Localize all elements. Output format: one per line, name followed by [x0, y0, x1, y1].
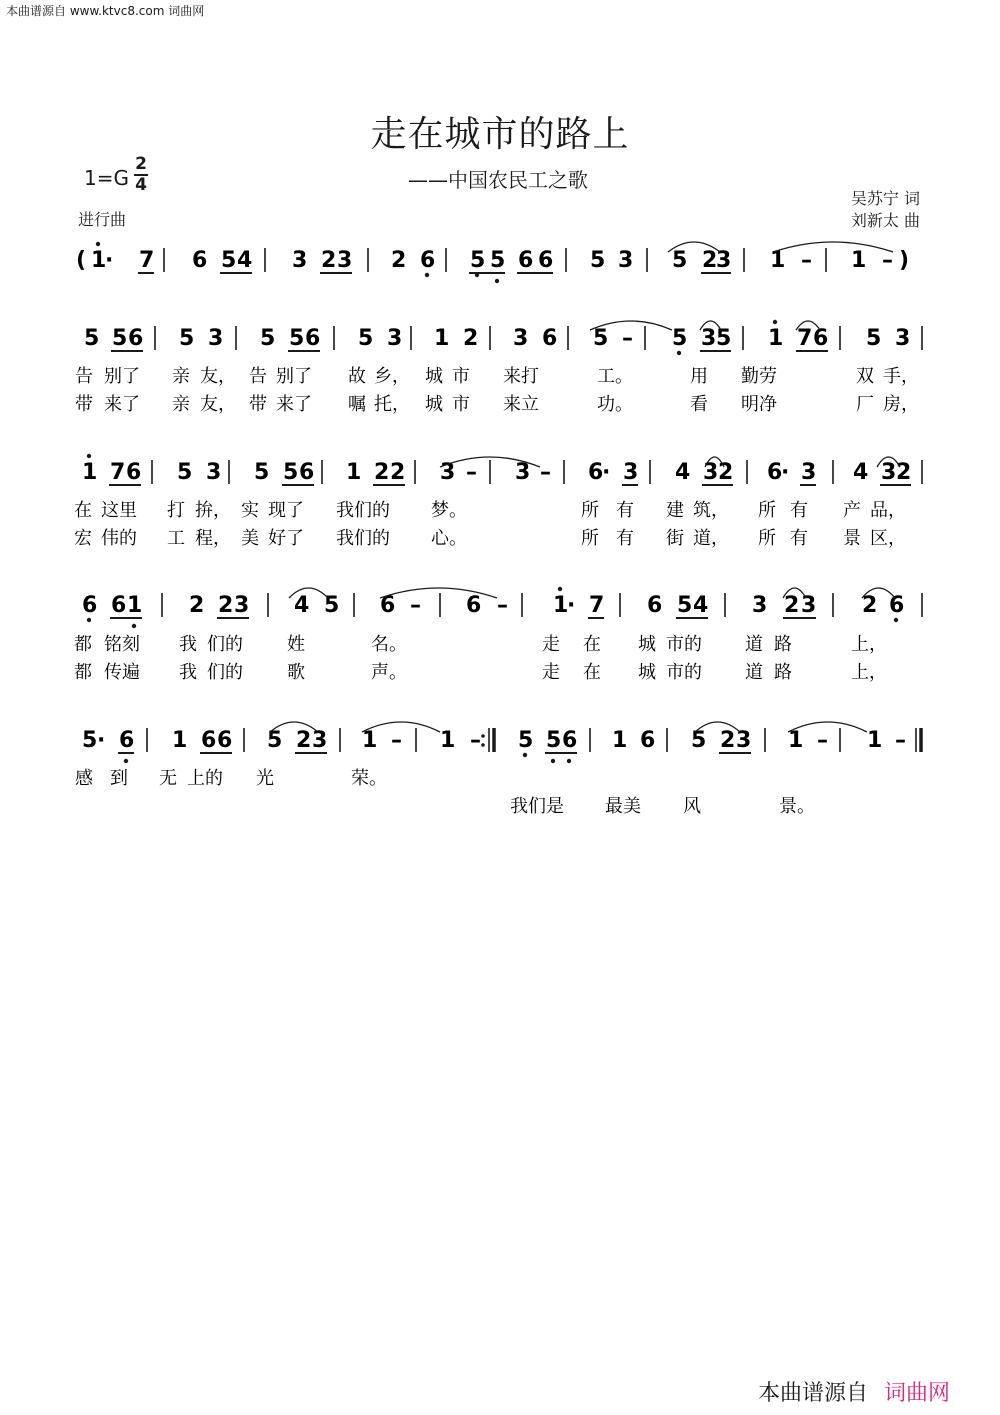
note: 5 [112, 326, 128, 351]
octave-dot-high [773, 320, 777, 324]
repeat-dot [481, 734, 485, 738]
note: 5 [177, 460, 193, 485]
note: 5 [866, 326, 882, 351]
note: 6 [647, 593, 663, 618]
note: 1 [91, 248, 107, 273]
lyric-syllable: 实 [241, 500, 259, 521]
note: 1 [553, 593, 569, 618]
lyric-syllable: 产 [843, 500, 861, 521]
note: 3 [208, 326, 224, 351]
note: 5 [267, 728, 283, 753]
lyric-syllable: 故 [348, 366, 366, 387]
note: 2 [702, 248, 718, 273]
lyric-syllable: 走 [542, 662, 560, 683]
octave-dot-low [677, 351, 681, 355]
lyric-syllable: 带 [249, 394, 267, 415]
lyric-syllable: 无 [159, 768, 177, 789]
note: 3 [440, 460, 456, 485]
lyric-syllable: 程， [195, 528, 231, 549]
lyric-syllable: 友， [200, 394, 236, 415]
lyric-syllable: 现了 [268, 500, 304, 521]
lyric-syllable: 来打 [503, 366, 539, 387]
note: 1 [172, 728, 188, 753]
note: 4 [294, 593, 310, 618]
key-signature: 1=G [84, 166, 129, 190]
lyric-syllable: 路 [774, 662, 792, 683]
watermark-top: 本曲谱源自 www.ktvc8.com 词曲网 [6, 4, 205, 18]
lyric-syllable: 有 [616, 500, 634, 521]
lyric-syllable: 道 [745, 634, 763, 655]
lyric-syllable: 市的 [666, 662, 702, 683]
lyric-syllable: 所 [581, 528, 599, 549]
lyric-syllable: 功。 [597, 394, 633, 415]
note: 5 [677, 593, 693, 618]
note: 3 [895, 326, 911, 351]
lyric-syllable: 乡， [374, 366, 410, 387]
note: – [622, 326, 633, 351]
note: 3 [881, 460, 897, 485]
lyric-syllable: 来立 [503, 394, 539, 415]
note: 5 [691, 728, 707, 753]
octave-dot-low [124, 759, 128, 763]
note: 6 [128, 326, 144, 351]
note: 3 [234, 593, 250, 618]
note: 7 [797, 326, 813, 351]
lyric-syllable: 上， [851, 634, 887, 655]
lyric-syllable: 嘱 [348, 394, 366, 415]
note: 5 [593, 326, 609, 351]
lyric-syllable: 们的 [207, 634, 243, 655]
lyric-syllable: 友， [200, 366, 236, 387]
note: 3 [701, 326, 717, 351]
note: 5 [254, 460, 270, 485]
note: · [781, 460, 790, 485]
lyric-syllable: 告 [249, 366, 267, 387]
lyric-syllable: 上， [851, 662, 887, 683]
note: 3 [736, 728, 752, 753]
note: – [882, 248, 893, 273]
lyric-syllable: 别了 [276, 366, 312, 387]
note: 2 [718, 460, 734, 485]
note: 2 [463, 326, 479, 351]
note: – [470, 728, 481, 753]
lyric-syllable: 拚， [195, 500, 231, 521]
lyric-syllable: 我 [179, 634, 197, 655]
note: 6 [420, 248, 436, 273]
lyric-syllable: 工 [167, 528, 185, 549]
note: 2 [296, 728, 312, 753]
note: 1 [851, 248, 867, 273]
note: – [497, 593, 508, 618]
note: 1 [770, 248, 786, 273]
note: 6 [111, 593, 127, 618]
lyric-syllable: 所 [758, 500, 776, 521]
note: 2 [862, 593, 878, 618]
note: 3 [618, 248, 634, 273]
lyric-syllable: 城 [425, 394, 443, 415]
lyric-syllable: 厂 [856, 394, 874, 415]
octave-dot-low [523, 753, 527, 757]
note: 3 [801, 460, 817, 485]
note: 2 [896, 460, 912, 485]
note: 5 [672, 248, 688, 273]
lyric-syllable: 来了 [276, 394, 312, 415]
note: 1 [867, 728, 883, 753]
note: – [817, 728, 828, 753]
note: – [895, 728, 906, 753]
lyric-syllable: 房， [883, 394, 919, 415]
note: 6 [82, 593, 98, 618]
note: 2 [321, 248, 337, 273]
note: 7 [589, 593, 605, 618]
lyric-syllable: 名。 [371, 634, 407, 655]
note: 7 [139, 248, 155, 273]
lyric-syllable: 筑， [693, 500, 729, 521]
slur [773, 242, 893, 252]
lyric-syllable: 城 [638, 634, 656, 655]
lyric-syllable: 荣。 [351, 768, 387, 789]
note: 5 [518, 728, 534, 753]
note: 1 [127, 593, 143, 618]
octave-dot-low [551, 759, 555, 763]
note: 1 [788, 728, 804, 753]
note: 1 [82, 460, 98, 485]
note: 6 [466, 593, 482, 618]
lyric-syllable: 工。 [597, 366, 633, 387]
lyric-syllable: 勤劳 [741, 366, 777, 387]
note: 3 [716, 248, 732, 273]
lyric-syllable: 亲 [172, 394, 190, 415]
note: 3 [513, 326, 529, 351]
note: 5 [590, 248, 606, 273]
lyric-syllable: 歌 [287, 662, 305, 683]
lyric-syllable: 感 [75, 768, 93, 789]
lyric-syllable: 所 [758, 528, 776, 549]
lyric-syllable: 光 [256, 768, 274, 789]
note: 5 [546, 728, 562, 753]
note: – [410, 593, 421, 618]
lyric-syllable: 传遍 [104, 662, 140, 683]
note: 3 [801, 593, 817, 618]
note: – [466, 460, 477, 485]
lyric-syllable: 最美 [605, 796, 641, 817]
watermark-bottom-a: 本曲谱源自 [758, 1381, 869, 1406]
lyric-syllable: 我 [179, 662, 197, 683]
lyric-syllable: 带 [75, 394, 93, 415]
lyric-syllable: 市的 [666, 634, 702, 655]
tempo-marking: 进行曲 [78, 210, 127, 229]
note: – [540, 460, 551, 485]
lyric-syllable: 区， [870, 528, 906, 549]
note: · [602, 460, 611, 485]
note: 3 [515, 460, 531, 485]
note: 5 [179, 326, 195, 351]
note: 1 [434, 326, 450, 351]
note: 2 [784, 593, 800, 618]
note: 6 [640, 728, 656, 753]
note: 6 [305, 326, 321, 351]
lyric-syllable: 托， [374, 394, 410, 415]
note: 6 [813, 326, 829, 351]
note: 6 [889, 593, 905, 618]
octave-dot-low [567, 759, 571, 763]
lyric-syllable: 道 [745, 662, 763, 683]
lyric-syllable: 看 [690, 394, 708, 415]
note: ( [76, 248, 87, 273]
note: 6 [767, 460, 783, 485]
lyric-syllable: 都 [74, 634, 92, 655]
note: 6 [588, 460, 604, 485]
note: 4 [693, 593, 709, 618]
lyric-syllable: 美 [241, 528, 259, 549]
octave-dot-high [87, 454, 91, 458]
note: 4 [675, 460, 691, 485]
note: 3 [387, 326, 403, 351]
note: 6 [562, 728, 578, 753]
lyric-syllable: 街 [666, 528, 684, 549]
lyric-syllable: 们的 [207, 662, 243, 683]
note: 6 [192, 248, 208, 273]
lyric-syllable: 有 [790, 500, 808, 521]
lyric-syllable: 在 [583, 634, 601, 655]
note: 2 [390, 460, 406, 485]
note: · [567, 593, 576, 618]
note: 6 [518, 248, 534, 273]
note: 5 [260, 326, 276, 351]
note: 2 [218, 593, 234, 618]
lyric-syllable: 走 [542, 634, 560, 655]
lyric-syllable: 心。 [431, 528, 467, 549]
note: 6 [126, 460, 142, 485]
note: 6 [538, 248, 554, 273]
note: 5 [82, 728, 98, 753]
note: 5 [470, 248, 486, 273]
note: 1 [768, 326, 784, 351]
note: 5 [358, 326, 374, 351]
octave-dot-high [96, 242, 100, 246]
lyric-syllable: 好了 [268, 528, 304, 549]
lyric-syllable: 别了 [104, 366, 140, 387]
note: 5 [490, 248, 506, 273]
note: 4 [237, 248, 253, 273]
note: 7 [110, 460, 126, 485]
note: 5 [289, 326, 305, 351]
lyric-syllable: 品， [870, 500, 906, 521]
note: 5 [221, 248, 237, 273]
lyric-syllable: 城 [638, 662, 656, 683]
lyric-syllable: 道， [693, 528, 729, 549]
lyric-syllable: 来了 [104, 394, 140, 415]
lyric-syllable: 所 [581, 500, 599, 521]
lyric-syllable: 用 [690, 366, 708, 387]
note: 3 [703, 460, 719, 485]
octave-dot-high [558, 587, 562, 591]
note: 2 [189, 593, 205, 618]
lyricist: 吴苏宁 词 [850, 189, 920, 208]
lyric-syllable: 风 [683, 796, 701, 817]
lyric-syllable: 上的 [187, 768, 223, 789]
note: – [801, 248, 812, 273]
lyric-syllable: 路 [774, 634, 792, 655]
note: 6 [299, 460, 315, 485]
octave-dot-low [894, 618, 898, 622]
note: 1 [440, 728, 456, 753]
note: 5 [324, 593, 340, 618]
note: 1 [362, 728, 378, 753]
note: 3 [623, 460, 639, 485]
note: 1 [346, 460, 362, 485]
note: · [97, 728, 106, 753]
lyric-syllable: 有 [616, 528, 634, 549]
lyric-syllable: 建 [666, 500, 684, 521]
lyric-syllable: 亲 [172, 366, 190, 387]
note: 2 [374, 460, 390, 485]
time-signature-bottom: 4 [135, 175, 147, 195]
lyric-syllable: 打 [167, 500, 185, 521]
note: 6 [217, 728, 233, 753]
note: 6 [119, 728, 135, 753]
lyric-syllable: 市 [452, 366, 470, 387]
note: · [105, 248, 114, 273]
time-signature-top: 2 [135, 154, 147, 174]
lyric-syllable: 我们的 [336, 528, 390, 549]
note: 3 [292, 248, 308, 273]
lyric-syllable: 告 [75, 366, 93, 387]
lyric-syllable: 伟的 [101, 528, 137, 549]
repeat-dot [481, 743, 485, 747]
note: 5 [283, 460, 299, 485]
lyric-syllable: 我们的 [336, 500, 390, 521]
note: 6 [542, 326, 558, 351]
note: 6 [201, 728, 217, 753]
note: 3 [337, 248, 353, 273]
lyric-syllable: 在 [583, 662, 601, 683]
lyric-syllable: 梦。 [431, 500, 467, 521]
lyric-syllable: 到 [110, 768, 128, 789]
note: 4 [853, 460, 869, 485]
composer: 刘新太 曲 [850, 211, 920, 230]
lyric-syllable: 明净 [741, 394, 777, 415]
note: 6 [380, 593, 396, 618]
lyric-syllable: 手， [883, 366, 919, 387]
note: 3 [312, 728, 328, 753]
lyric-syllable: 在 [74, 500, 92, 521]
lyric-syllable: 我们是 [510, 796, 564, 817]
watermark-bottom [758, 1376, 950, 1407]
lyric-syllable: 景。 [779, 796, 815, 817]
note: 2 [720, 728, 736, 753]
lyric-syllable: 有 [790, 528, 808, 549]
lyric-syllable: 声。 [371, 662, 407, 683]
octave-dot-low [425, 273, 429, 277]
lyric-syllable: 城 [425, 366, 443, 387]
note: ) [899, 248, 910, 273]
lyric-syllable: 景 [843, 528, 861, 549]
song-subtitle: ——中国农民工之歌 [408, 168, 588, 192]
lyric-syllable: 姓 [287, 634, 305, 655]
watermark-bottom-b: 词曲网 [884, 1381, 951, 1406]
note: 5 [716, 326, 732, 351]
note: – [391, 728, 402, 753]
lyric-syllable: 市 [452, 394, 470, 415]
song-title: 走在城市的路上 [370, 114, 630, 155]
lyric-syllable: 双 [856, 366, 874, 387]
note: 5 [672, 326, 688, 351]
octave-dot-low [87, 618, 91, 622]
lyric-syllable: 这里 [101, 500, 137, 521]
octave-dot-low [495, 279, 499, 283]
note: 5 [84, 326, 100, 351]
note: 1 [612, 728, 628, 753]
lyric-syllable: 宏 [74, 528, 92, 549]
note: 2 [391, 248, 407, 273]
note: 3 [752, 593, 768, 618]
lyric-syllable: 铭刻 [104, 634, 140, 655]
note: 3 [206, 460, 222, 485]
lyric-syllable: 都 [74, 662, 92, 683]
octave-dot-low [132, 624, 136, 628]
